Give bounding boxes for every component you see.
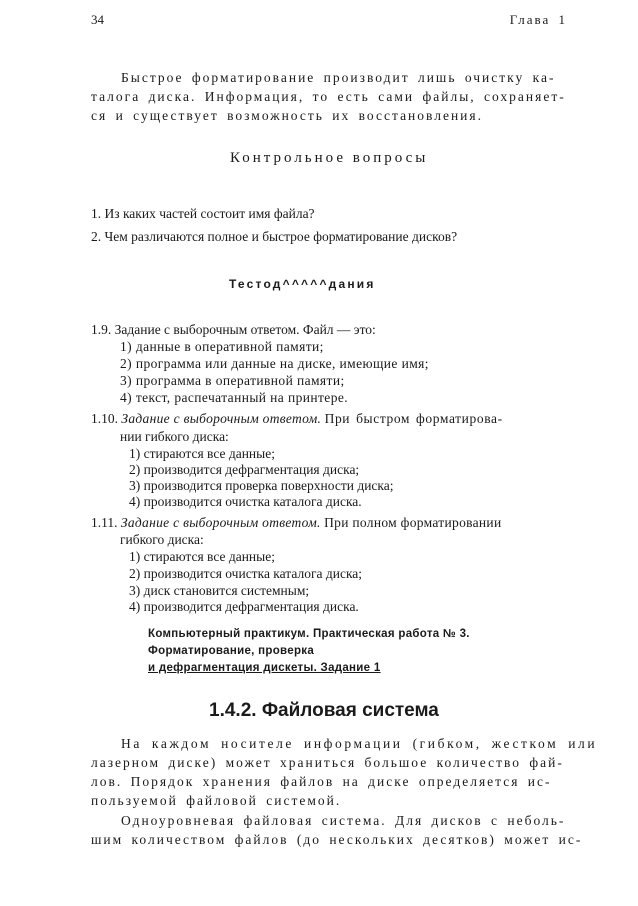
task-text: При полном форматировании (324, 515, 502, 530)
page-number: 34 (91, 12, 104, 27)
body-line-2: лазерном диске) может храниться большое количество фай- (91, 755, 564, 770)
task-1-9-option-2: 2) программа или данные на диске, имеющие имя; (120, 356, 429, 371)
task-number: 1.10. (91, 411, 118, 426)
control-question-1: 1. Из каких частей состоит имя файла? (91, 206, 315, 221)
intro-line-1: Быстрое форматирование производит лишь очистку ка- (121, 70, 556, 85)
body-line-5: Одноуровневая файловая система. Для дисков с неболь- (121, 813, 566, 828)
task-1-9-option-1: 1) данные в оперативной памяти; (120, 339, 324, 354)
practicum-line-2: Форматирование, проверка (148, 645, 315, 657)
practicum-link[interactable]: и дефрагментация дискеты. Задание 1 (148, 662, 381, 674)
control-questions-title: Контрольное вопросы (230, 150, 429, 166)
task-number: 1.9. (91, 322, 112, 337)
task-label: Задание с выборочным ответом. (114, 322, 300, 337)
intro-line-2: талога диска. Информация, то есть сами файлы, сохраняет- (91, 89, 566, 104)
section-heading: 1.4.2. Файловая система (209, 700, 439, 721)
task-1-11-option-2: 2) производится очистка каталога диска; (129, 566, 363, 581)
task-label: Задание с выборочным ответом. (120, 515, 321, 530)
control-question-2: 2. Чем различаются полное и быстрое форматирование дисков? (91, 229, 458, 244)
task-1-11-header (91, 515, 501, 531)
task-1-11-option-3: 3) диск становится системным; (129, 583, 310, 598)
task-1-9-option-4: 4) текст, распечатанный на принтере. (120, 390, 349, 405)
task-1-11-option-1: 1) стираются все данные; (129, 549, 275, 564)
task-1-11-option-4: 4) производится дефрагментация диска. (129, 599, 359, 614)
practicum-line-1: Компьютерный практикум. Практическая работа № 3. (148, 628, 470, 640)
task-text: При быстром форматирова- (324, 411, 503, 426)
task-1-10-option-1: 1) стираются все данные; (129, 446, 275, 461)
task-1-10-option-3: 3) производится проверка поверхности диска; (129, 478, 394, 493)
intro-line-3: ся и существует возможность их восстановления. (91, 108, 483, 123)
task-1-10-continuation: нии гибкого диска: (120, 429, 229, 444)
test-tasks-title: Тестод^^^^^дания (229, 277, 376, 291)
task-text: Файл — это: (302, 322, 376, 337)
body-line-3: лов. Порядок хранения файлов на диске определяется ис- (91, 774, 552, 789)
task-label: Задание с выборочным ответом. (121, 411, 322, 426)
task-1-10-option-4: 4) производится очистка каталога диска. (129, 494, 362, 509)
task-1-9-header (91, 322, 376, 338)
task-1-10-option-2: 2) производится дефрагментация диска; (129, 462, 360, 477)
task-number: 1.11. (91, 515, 118, 530)
task-1-9-option-3: 3) программа в оперативной памяти; (120, 373, 345, 388)
task-1-11-continuation: гибкого диска: (120, 532, 204, 547)
chapter-label: Глава 1 (509, 12, 567, 27)
body-line-4: пользуемой файловой системой. (91, 793, 342, 808)
body-line-1: На каждом носителе информации (гибком, жестком или (121, 736, 598, 751)
body-line-6: шим количеством файлов (до нескольких десятков) может ис- (91, 832, 583, 847)
task-1-10-header (91, 411, 503, 427)
